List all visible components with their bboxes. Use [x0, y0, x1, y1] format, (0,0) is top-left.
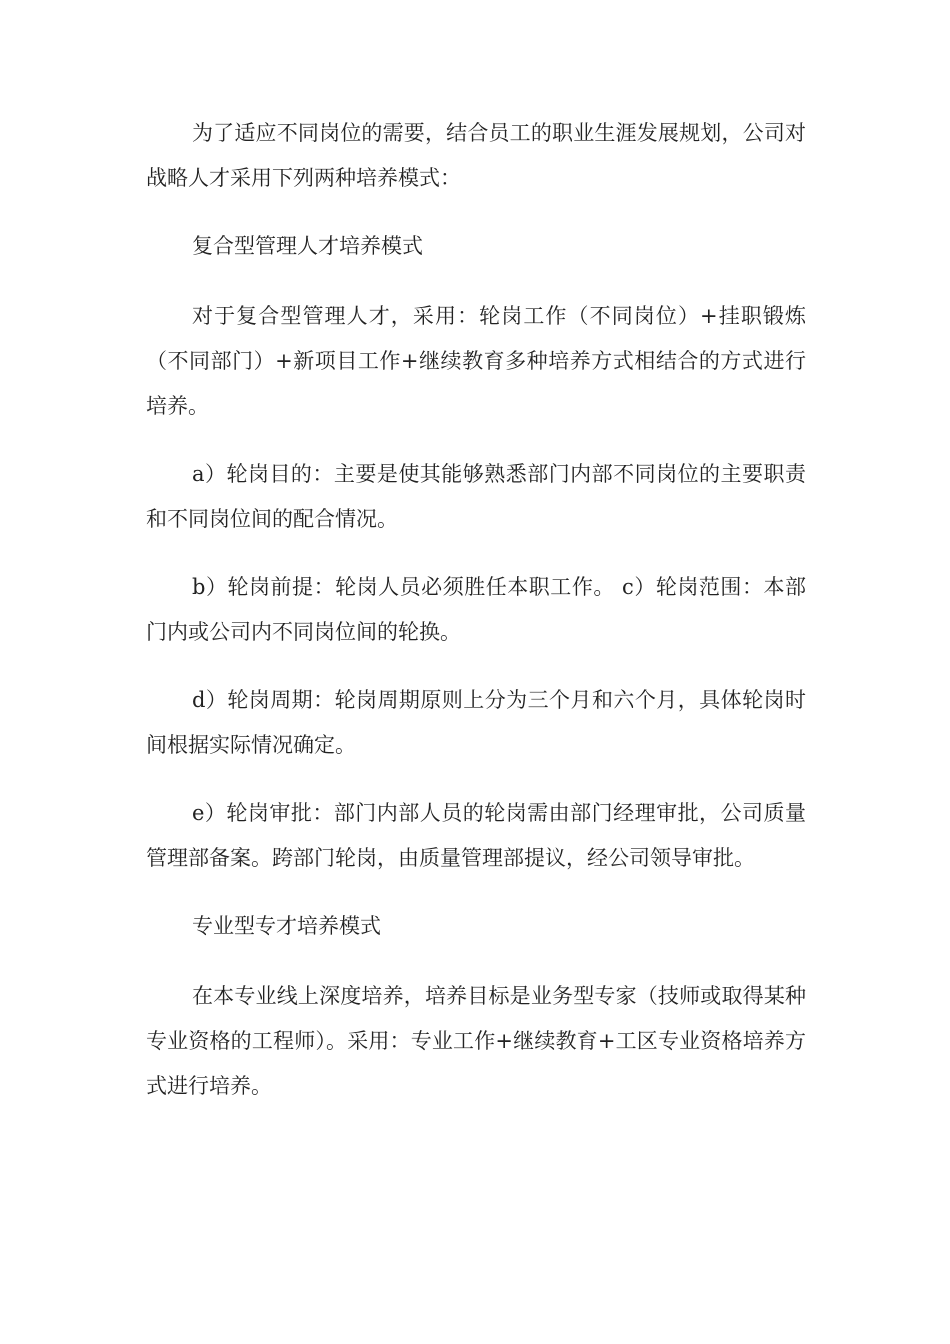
intro-paragraph: 为了适应不同岗位的需要，结合员工的职业生涯发展规划，公司对战略人才采用下列两种培养模式：	[146, 121, 806, 190]
rotation-purpose-paragraph: a）轮岗目的：主要是使其能够熟悉部门内部不同岗位的主要职责和不同岗位间的配合情况。	[146, 462, 806, 531]
composite-talent-paragraph: 对于复合型管理人才，采用：轮岗工作（不同岗位）+挂职锻炼（不同部门）+新项目工作+继续教育多种培养方式相结合的方式进行培养。	[146, 304, 806, 418]
rotation-period-paragraph: d）轮岗周期：轮岗周期原则上分为三个月和六个月，具体轮岗时间根据实际情况确定。	[146, 688, 806, 757]
document-body	[146, 111, 806, 1132]
section-heading-specialist-talent: 专业型专才培养模式	[192, 914, 381, 938]
rotation-prerequisite-paragraph: b）轮岗前提：轮岗人员必须胜任本职工作。 c）轮岗范围：本部门内或公司内不同岗位间的轮换。	[146, 575, 806, 644]
specialist-talent-paragraph: 在本专业线上深度培养，培养目标是业务型专家（技师或取得某种专业资格的工程师）。采用：专业工作+继续教育+工区专业资格培养方式进行培养。	[146, 984, 806, 1098]
section-heading-composite-talent: 复合型管理人才培养模式	[192, 234, 423, 258]
rotation-approval-paragraph: e）轮岗审批：部门内部人员的轮岗需由部门经理审批，公司质量管理部备案。跨部门轮岗，由质量管理部提议，经公司领导审批。	[146, 801, 806, 870]
